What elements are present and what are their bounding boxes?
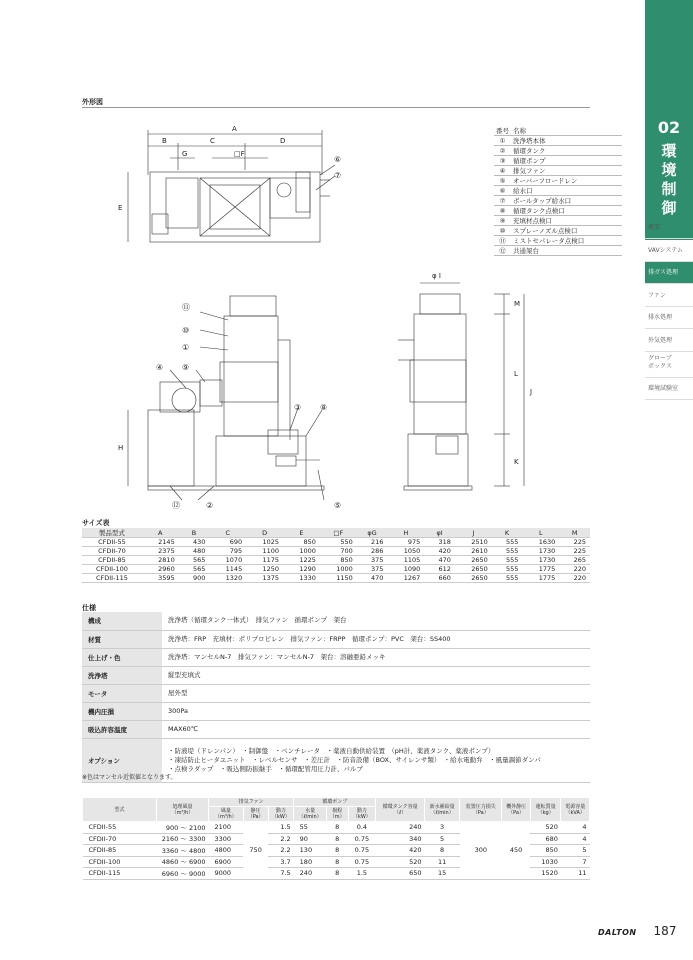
callout-2: ② (206, 501, 214, 510)
size-table-title: サイズ表 (82, 519, 110, 527)
dim-g: G (182, 150, 188, 158)
dim-j: J (530, 388, 533, 396)
table-row: ③ 循環ポンプ (494, 156, 622, 166)
dim-m: M (514, 300, 521, 308)
dalton-logo: DALTON (598, 928, 637, 937)
page-number: 187 (653, 924, 677, 938)
parts-table (494, 126, 622, 256)
table-row: CFDII-70 2375 480 795 1100 1000 700 286 1050 420 2610 555 1730 225 (82, 547, 590, 556)
table-row: ⑨ 充填材点検口 (494, 216, 622, 226)
table-row: ① 洗浄塔本体 (494, 136, 622, 146)
dim-a: A (232, 125, 237, 133)
table-row: 材質 洗浄塔：FRP 充填材：ポリプロピレン 排気ファン：FRPP 循環ポンプ：PVC 架台：SS400 (82, 630, 590, 648)
sidebar-item-vav[interactable]: VAVシステム (645, 240, 693, 262)
table-row: 構成 洗浄塔（循環タンク一体式） 排気ファン 循環ポンプ 架台 (82, 612, 590, 630)
sidebar-item-overview[interactable]: 概要 (645, 217, 693, 239)
dim-b: B (162, 137, 167, 145)
table-row: ④ 排気ファン (494, 166, 622, 176)
table-row: オプション ・防液堤（ドレンパン） ・制御盤 ・ベンチレータ ・薬液自動供給装置 （pH計、薬液タンク、薬液ポンプ） ・凍結防止ヒータユニット ・レベルセンサ ・差圧計 ・防音設備（BOX、サイレンサ類） ・給水電動弁 ・風量調節ダンパ ・点検ラダップ ・吸込側防振継手 ・循環配管用圧力計、バルブ (82, 738, 590, 782)
dim-k: K (514, 458, 519, 466)
table-row: 吸込許容温度 MAX60℃ (82, 720, 590, 738)
dim-d: D (280, 137, 286, 145)
chapter-title: 環 境 制 御 (661, 142, 677, 217)
table-row: CFDII-70 2160 ～ 3300 3300 2.2 90 8 0.75 340 5 680 4 (83, 833, 590, 845)
table-row: 仕上げ・色 洗浄塔：マンセルN-7 排気ファン：マンセルN-7 架台：溶融亜鉛メッキ (82, 648, 590, 666)
color-note: ※色はマンセル近似値となります。 (82, 774, 177, 781)
table-row: CFDII-55 2145 430 690 1025 850 550 216 975 318 2510 555 1630 225 (82, 538, 590, 547)
drawing-title: 外形図 (82, 98, 103, 106)
table-row: ⑩ スプレーノズル点検口 (494, 226, 622, 236)
table-row: CFDII-115 3595 900 1320 1375 1330 1150 470 1267 660 2650 555 1775 220 (82, 574, 590, 583)
table-row: ⑫ 共通架台 (494, 246, 622, 256)
callout-5: ⑤ (334, 501, 342, 510)
table-row: CFDII-85 3360 ～ 4800 4800 2.2 130 8 0.75 420 8 850 5 (83, 845, 590, 857)
chapter-number: 02 (657, 118, 681, 137)
table-header-row: 製品型式 A B C D E □F φG H φI J K L M (82, 528, 590, 538)
callout-9: ⑨ (182, 363, 190, 372)
table-row: ⑧ 循環タンク点検口 (494, 206, 622, 216)
callout-7: ⑦ (334, 171, 342, 180)
table-row: モータ 屋外型 (82, 684, 590, 702)
table-row: ⑪ ミストセパレータ点検口 (494, 236, 622, 246)
sidebar-item-wastewater[interactable]: 排水処理 (645, 307, 693, 329)
sidebar-item-outside-air[interactable]: 外気処理 (645, 330, 693, 352)
table-row: CFDII-115 6960 ～ 9000 9000 7.5 240 8 1.5 650 15 1520 11 (83, 868, 590, 880)
table-header-row: 風量 （m³/h） 静圧 （Pa） 動力 （kW） 水量 （ℓ/min） 揚程 （m） 動力 （kW） (83, 807, 590, 822)
sidebar-item-test-room[interactable]: 環境試験室 (645, 378, 693, 400)
callout-8: ⑧ (320, 403, 328, 412)
table-row: CFDII-100 2960 565 1145 1250 1290 1000 375 1090 612 2650 555 1775 220 (82, 565, 590, 574)
sidebar-item-glovebox[interactable]: グローブ ボックス (645, 352, 693, 378)
dim-h: H (118, 444, 124, 452)
spec-title: 仕様 (82, 604, 96, 612)
table-row: ② 循環タンク (494, 146, 622, 156)
table-row: 洗浄塔 縦型充填式 (82, 666, 590, 684)
table-row: ⑤ オーバーフロードレン (494, 176, 622, 186)
table-row: 番号 名称 (494, 126, 622, 136)
table-row: ⑦ ボールタップ給水口 (494, 196, 622, 206)
option-line: ・凍結防止ヒータユニット ・レベルセンサ ・差圧計 ・防音設備（BOX、サイレンサ類） ・給水電動弁 ・風量調節ダンパ (168, 755, 541, 764)
dim-f: □F (234, 150, 245, 158)
sidebar-item-fan[interactable]: ファン (645, 285, 693, 307)
spec-table (82, 612, 590, 783)
table-header-row: 型式 処理風量 （m³/h） 排気ファン 循環ポンプ 循環タンク容量 （ℓ） 新水補給量 （ℓ/min） 装置圧力損失 （Pa） 機外静圧 （Pa） 運転質量 （kg） 電源容量 （kVA） (83, 798, 590, 807)
dim-e: E (118, 204, 123, 212)
sidebar-item-exhaust-gas[interactable]: 排ガス処理 (645, 262, 693, 284)
callout-10: ⑩ (182, 326, 190, 335)
dim-i: φ I (432, 272, 441, 280)
dim-c: C (210, 137, 215, 145)
dim-l: L (514, 370, 518, 378)
callout-4: ④ (156, 363, 164, 372)
table-row: 機内圧損 300Pa (82, 702, 590, 720)
table-row: ⑥ 給水口 (494, 186, 622, 196)
option-line: ・点検ラダップ ・吸込側防振継手 ・循環配管用圧力計、バルブ (168, 764, 363, 773)
callout-11: ⑪ (182, 303, 190, 312)
table-row: CFDII-85 2810 565 1070 1175 1225 850 375 1105 470 2650 555 1730 265 (82, 556, 590, 565)
callout-3: ③ (294, 403, 302, 412)
callout-1: ① (182, 343, 190, 352)
option-line: ・防液堤（ドレンパン） ・制御盤 ・ベンチレータ ・薬液自動供給装置 （pH計、薬液タンク、薬液ポンプ） (168, 746, 495, 755)
size-table (82, 528, 590, 583)
performance-table (82, 797, 590, 880)
table-row: CFDII-55 900 ～ 2100 2100 750 1.5 55 8 0.4 240 3 300 450 520 4 (83, 822, 590, 834)
callout-12: ⑫ (172, 501, 180, 510)
table-row: CFDII-100 4860 ～ 6900 6900 3.7 180 8 0.75 520 11 1030 7 (83, 856, 590, 868)
callout-6: ⑥ (334, 155, 342, 164)
